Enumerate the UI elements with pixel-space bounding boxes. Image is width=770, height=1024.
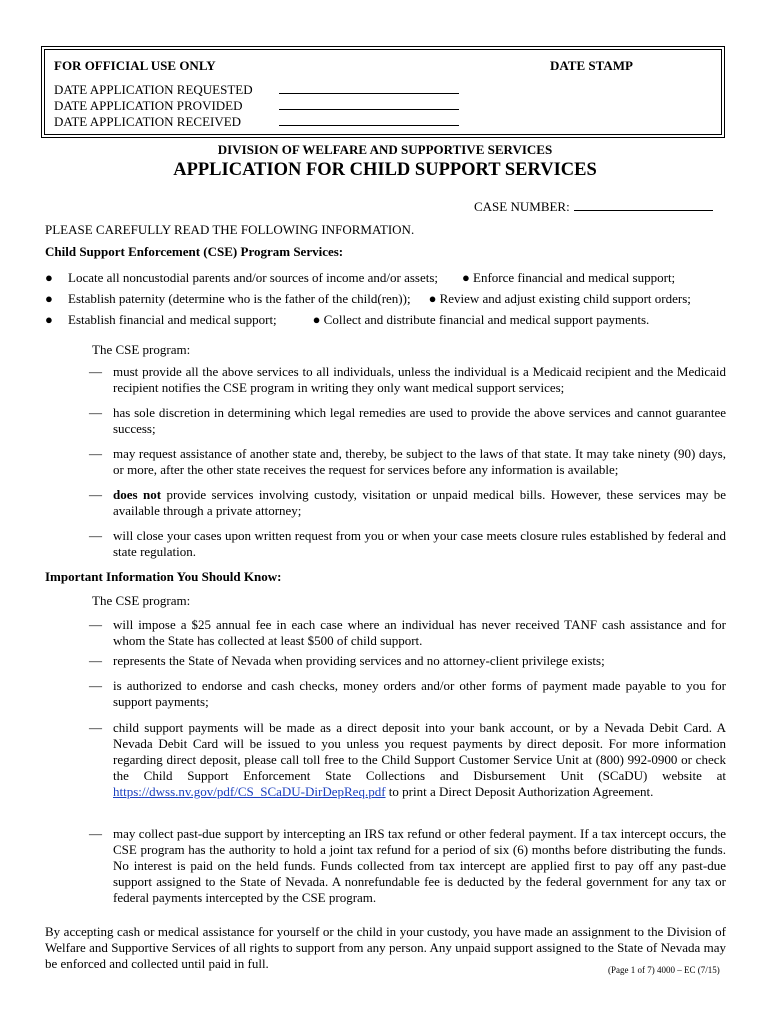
does-not-rest: provide services involving custody, visitation or unpaid medical bills. However, these services may be available through a private attorney; — [113, 487, 726, 518]
bullet-icon: ● — [45, 312, 53, 327]
cse-item-discretion — [89, 405, 726, 437]
does-not-emphasis: does not — [113, 487, 162, 502]
dash-marker: — — [89, 405, 102, 420]
cse-item-text: may request assistance of another state and, thereby, be subject to the laws of that state. It may take ninety (90) days, or more, after the other state receives the request for services before any information is available; — [113, 446, 726, 477]
date-provided-field[interactable] — [279, 109, 459, 110]
dash-marker: — — [89, 364, 102, 379]
dash-marker: — — [89, 653, 102, 668]
dash-marker: — — [89, 617, 102, 632]
important-item-direct-deposit — [89, 720, 726, 800]
page-title: APPLICATION FOR CHILD SUPPORT SERVICES — [173, 160, 597, 180]
service-item: Enforce financial and medical support; — [473, 270, 676, 285]
important-item-text: may collect past-due support by intercepting an IRS tax refund or other federal payment. If a tax intercept occurs, the CSE program has the authority to hold a joint tax refund for a period of six (6) months before distributing the funds. No interest is paid on the held funds. Funds collected from tax intercept are applied first to pay off any past-due support assigned to the State of Nevada. A nonrefundable fee is deducted by the federal government for any tax or federal payments intercepted by the CSE program. — [113, 826, 726, 905]
cse-item-close-case — [89, 528, 726, 560]
date-stamp-label: DATE STAMP — [550, 58, 633, 73]
bullet-icon: ● — [462, 270, 470, 285]
dash-marker: — — [89, 826, 102, 841]
important-item-text: represents the State of Nevada when providing services and no attorney-client privilege exists; — [113, 653, 605, 668]
important-item-text: will impose a $25 annual fee in each case where an individual has never received TANF cash assistance and for whom the State has collected at least $500 of child support. — [113, 617, 726, 648]
dash-marker: — — [89, 720, 102, 735]
service-item: Collect and distribute financial and medical support payments. — [323, 312, 650, 327]
important-item-text: is authorized to endorse and cash checks, money orders and/or other forms of payment made payable to you for support payments; — [113, 678, 726, 709]
cse-program-intro: The CSE program: — [92, 342, 191, 357]
date-provided-label: DATE APPLICATION PROVIDED — [54, 98, 243, 113]
read-notice: PLEASE CAREFULLY READ THE FOLLOWING INFORMATION. — [45, 222, 415, 237]
service-item: Establish financial and medical support; — [68, 312, 277, 327]
dash-marker: — — [89, 528, 102, 543]
date-requested-row — [54, 82, 253, 98]
cse-item-other-state — [89, 446, 726, 478]
page-footer: (Page 1 of 7) 4000 – EC (7/15) — [608, 965, 720, 975]
cse-item-medicaid — [89, 364, 726, 396]
service-item: Establish paternity (determine who is the father of the child(ren)); — [68, 291, 411, 306]
date-requested-field[interactable] — [279, 93, 459, 94]
case-number-field[interactable] — [574, 198, 713, 211]
dash-marker: — — [89, 446, 102, 461]
cse-item-not-provided — [89, 487, 726, 519]
dash-marker: — — [89, 678, 102, 693]
deposit-text-after: to print a Direct Deposit Authorization Agreement. — [385, 784, 654, 799]
cse-item-text — [113, 487, 726, 519]
division-heading: DIVISION OF WELFARE AND SUPPORTIVE SERVICES — [217, 142, 553, 157]
cse-item-text: has sole discretion in determining which legal remedies are used to provide the above services and cannot guarantee success; — [113, 405, 726, 436]
bullet-icon: ● — [45, 291, 53, 306]
date-provided-row — [54, 98, 243, 114]
date-received-row — [54, 114, 241, 130]
date-requested-label: DATE APPLICATION REQUESTED — [54, 82, 253, 97]
important-item-fee — [89, 617, 726, 649]
date-received-field[interactable] — [279, 125, 459, 126]
important-heading: Important Information You Should Know: — [45, 569, 282, 584]
service-row-2 — [45, 291, 691, 307]
service-row-3 — [45, 312, 649, 328]
important-item-text — [113, 720, 726, 800]
services-heading: Child Support Enforcement (CSE) Program Services: — [45, 244, 344, 259]
bullet-icon: ● — [45, 270, 53, 285]
deposit-text-before: child support payments will be made as a direct deposit into your bank account, or by a Nevada Debit Card. A Nevada Debit Card will be issued to you unless you request payments by direct deposit. For more information regarding direct deposit, please call toll free to the Child Support Customer Service Unit at (800) 992-0900 or check the Child Support Enforcement State Collections and Disbursement Unit (SCaDU) website at — [113, 720, 726, 783]
important-item-endorse — [89, 678, 726, 710]
service-item: Locate all noncustodial parents and/or sources of income and/or assets; — [68, 270, 439, 285]
case-number-label: CASE NUMBER: — [474, 199, 570, 214]
important-item-tax-intercept — [89, 826, 726, 906]
service-item: Review and adjust existing child support orders; — [439, 291, 691, 306]
official-use-title: FOR OFFICIAL USE ONLY — [54, 58, 216, 73]
official-use-box — [41, 46, 725, 138]
important-intro: The CSE program: — [92, 593, 191, 608]
cse-item-text: will close your cases upon written request from you or when your case meets closure rules established by federal and state regulation. — [113, 528, 726, 559]
dash-marker: — — [89, 487, 102, 502]
service-row-1 — [45, 270, 675, 286]
important-item-privilege — [89, 653, 726, 669]
bullet-icon: ● — [312, 312, 321, 327]
direct-deposit-link[interactable]: https://dwss.nv.gov/pdf/CS_SCaDU-DirDepReq.pdf — [113, 784, 386, 799]
cse-item-text: must provide all the above services to all individuals, unless the individual is a Medicaid recipient and the Medicaid recipient notifies the CSE program in writing they only want medical support services; — [113, 364, 726, 395]
bullet-icon: ● — [428, 291, 437, 306]
case-number-row — [474, 198, 713, 215]
date-received-label: DATE APPLICATION RECEIVED — [54, 114, 242, 129]
assignment-statement: By accepting cash or medical assistance for yourself or the child in your custody, you have made an assignment to the Division of Welfare and Supportive Services of all rights to support from any person. Any unpaid support assigned to the State of Nevada may be enforced and collected until paid in full. — [45, 924, 726, 971]
